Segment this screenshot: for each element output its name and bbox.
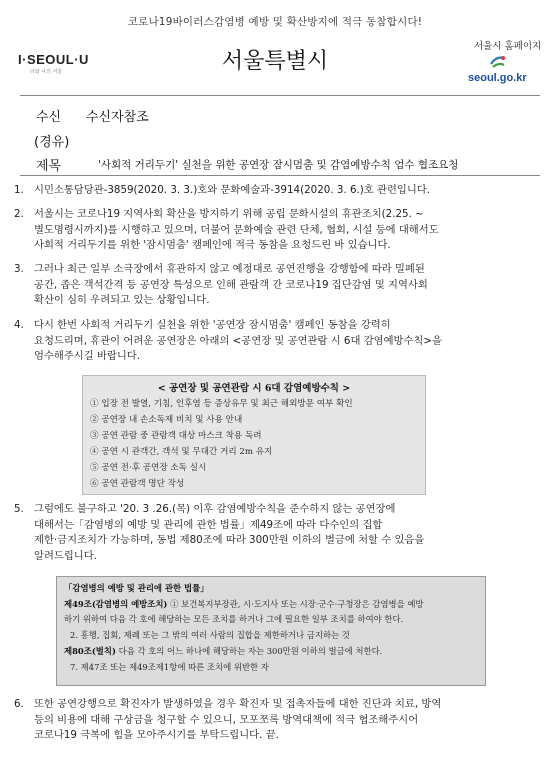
paragraph-text: 서울시는 코로나19 지역사회 확산을 방지하기 위해 공립 문화시설의 휴관조치(2.25. ~ 별도명령시까지)를 시행하고 있으며, 더불어 문화예술 관련 단체, 협회, 시설 등에 대해서도 사회적 거리두기를 위한 '잠시멈춤' 캠페인에 적극 동참을 요청드린 바 있습니다. <box>34 208 439 251</box>
subject-value: '사회적 거리두기' 실천을 위한 공연장 잠시멈춤 및 감염예방수칙 엄수 협조요청 <box>98 159 459 171</box>
homepage-url-link[interactable]: seoul.go.kr <box>468 72 527 84</box>
infection-rules-title: < 공연장 및 공연관람 시 6대 감염예방수칙 > <box>157 383 351 394</box>
via-label: (경유) <box>34 135 70 150</box>
paragraph-number: 2. <box>14 208 24 220</box>
article-80-line <box>64 645 482 657</box>
paragraph-text: 시민소통담당관-3859(2020. 3. 3.)호와 문화예술과-3914(2020. 3. 6.)호 관련입니다. <box>34 184 431 196</box>
law-title: 「감염병의 예방 및 관리에 관한 법률」 <box>64 583 209 593</box>
article-49-continuation: 하기 위하여 다음 각 호에 해당하는 모든 조치를 하거나 그에 필요한 일부 조치를 하여야 한다. <box>64 614 404 624</box>
paragraph-5 <box>14 502 540 564</box>
paragraph-number: 3. <box>14 263 24 275</box>
rule-item: ④ 공연 시 관객간, 객석 및 무대간 거리 2m 유지 <box>90 447 273 457</box>
article-49-text: ① 보건복지부장관, 시·도지사 또는 시장·군수·구청장은 감염병을 예방 <box>167 599 424 609</box>
rule-item: ① 입장 전 발열, 기침, 인후염 등 증상유무 및 최근 해외방문 여부 확인 <box>90 399 353 409</box>
paragraph-text: 그럼에도 불구하고 '20. 3 .26.(목) 이후 감염예방수칙을 준수하지 않는 공연장에 대해서는「감염병의 예방 및 관리에 관한 법률」제49조에 따라 다수인의 집합 제한·금지조치가 가능하며, 동법 제80조에 따라 300만원 이하의 벌금에 처할 수 있음을 알려드립니다. <box>34 503 425 562</box>
paragraph-number: 4. <box>14 319 24 331</box>
receiver-label: 수신 <box>36 110 62 125</box>
rule-item: ⑥ 공연 관람객 명단 작성 <box>90 479 185 489</box>
rule-item: ② 공연장 내 손소독제 비치 및 사용 안내 <box>90 415 243 425</box>
article-80-item-7: 7. 제47조 또는 제49조제1항에 따른 조치에 위반한 자 <box>70 662 269 672</box>
paragraph-2 <box>14 207 540 254</box>
article-80-text: 다음 각 호의 어느 하나에 해당하는 자는 300만원 이하의 벌금에 처한다. <box>115 646 383 656</box>
article-80-title: 제80조(벌칙) <box>64 646 116 656</box>
paragraph-1 <box>14 183 540 199</box>
paragraph-number: 5. <box>14 503 24 515</box>
receiver-value: 수신자참조 <box>86 110 149 125</box>
paragraph-3 <box>14 262 540 309</box>
organization-title: 서울특별시 <box>221 49 329 74</box>
homepage-label: 서울시 홈페이지 <box>474 41 542 52</box>
paragraph-4 <box>14 318 540 365</box>
paragraph-6 <box>14 697 540 744</box>
paragraph-text: 그러나 최근 일부 소극장에서 휴관하지 않고 예정대로 공연진행을 강행함에 따라 밀폐된 공간, 좁은 객석간격 등 공연장 특성으로 인해 관람객 간 코로나19 집단감염 및 지역사회 확산이 심히 우려되고 있는 상황입니다. <box>34 263 428 306</box>
rule-item: ⑤ 공연 전·후 공연장 소독 실시 <box>90 463 207 473</box>
rule-item: ③ 공연 관람 중 관람객 대상 마스크 착용 독려 <box>90 431 262 441</box>
paragraph-text: 또한 공연강행으로 확진자가 발생하였을 경우 확진자 및 접촉자들에 대한 진단과 치료, 방역 등의 비용에 대해 구상금을 청구할 수 있으니, 모포쪼록 방역대책에 적극 협조해주시어 코로나19 극복에 힘을 모아주시기를 부탁드립니다. 끝. <box>34 698 442 741</box>
subject-label: 제목 <box>36 159 62 174</box>
paragraph-number: 6. <box>14 698 24 710</box>
seoul-symbol-icon <box>488 54 508 70</box>
article-49-title: 제49조(감염병의 예방조치) <box>64 599 168 609</box>
paragraph-number: 1. <box>14 184 24 196</box>
article-49-line <box>64 598 482 610</box>
campaign-slogan: 코로나19바이러스감염병 예방 및 확산방지에 적극 동참합시다! <box>127 16 423 28</box>
paragraph-text: 다시 한번 사회적 거리두기 실천을 위한 '공연장 잠시멈춤' 캠페인 동참을 강력히 요청드리며, 휴관이 어려운 공연장은 아래의 <공연장 및 공연관람 시 6대 감염예방수칙>을 엄수해주시길 바랍니다. <box>34 319 442 362</box>
subject-divider <box>20 175 540 176</box>
i-seoul-u-logo: I·SEOUL·U <box>18 52 89 67</box>
header-divider <box>20 95 540 96</box>
logo-subtext: 너와 나의 서울 <box>30 69 63 75</box>
article-49-item-2: 2. 흥행, 집회, 제례 또는 그 밖의 여러 사람의 집합을 제한하거나 금지하는 것 <box>70 630 350 640</box>
